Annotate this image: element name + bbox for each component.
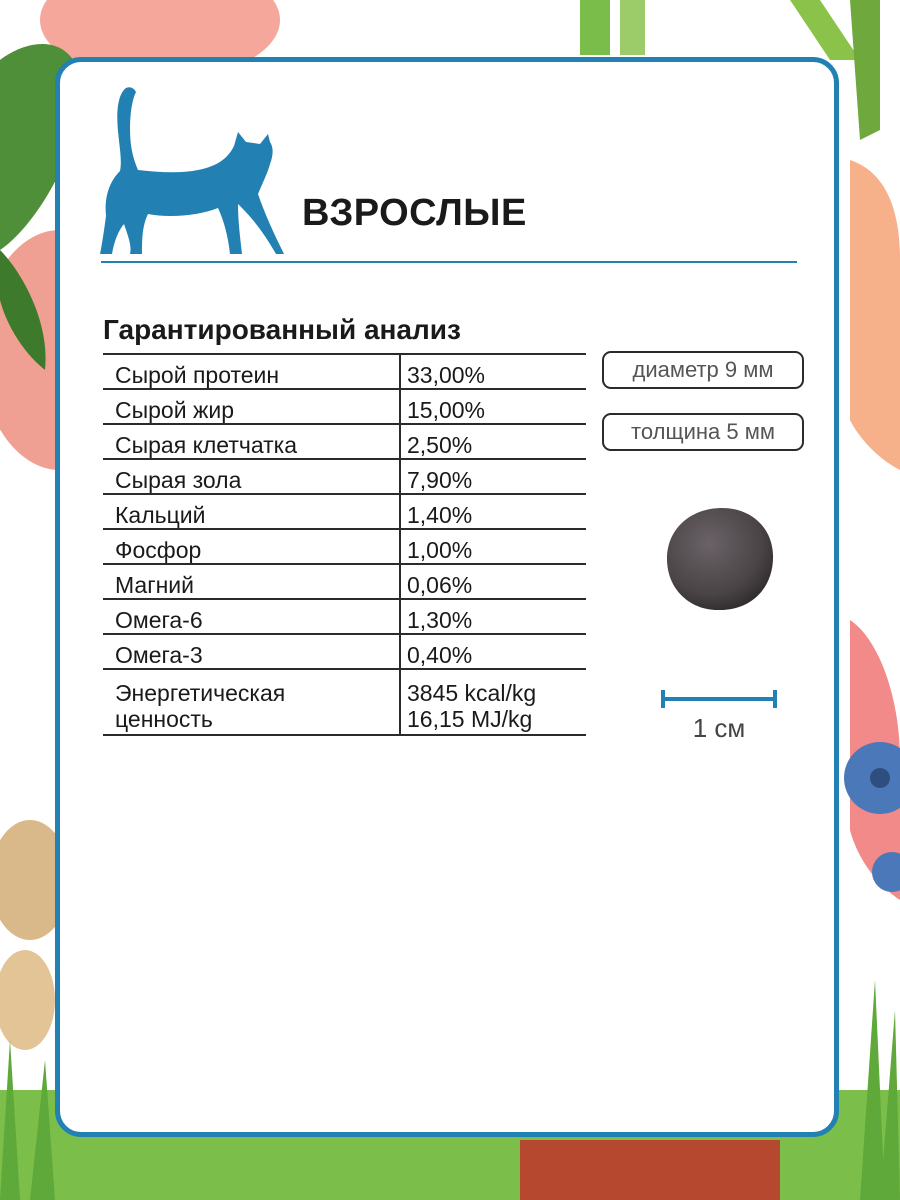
nutrient-value: 15,00%	[400, 389, 586, 424]
nutrient-name: Сырой протеин	[103, 354, 400, 389]
table-row	[103, 354, 586, 389]
table-row	[103, 529, 586, 564]
analysis-table	[103, 353, 586, 736]
nutrient-value: 1,30%	[400, 599, 586, 634]
table-row	[103, 564, 586, 599]
energy-value-mj: 16,15 MJ/kg	[407, 706, 533, 732]
nutrient-value: 0,06%	[400, 564, 586, 599]
header-divider	[101, 261, 797, 263]
energy-value	[400, 669, 586, 735]
table-row	[103, 634, 586, 669]
energy-value-kcal: 3845 kcal/kg	[407, 680, 537, 706]
table-row	[103, 599, 586, 634]
table-row	[103, 389, 586, 424]
thickness-badge: толщина 5 мм	[602, 413, 804, 451]
energy-name-line1: Энергетическая	[115, 680, 286, 706]
nutrient-value: 1,40%	[400, 494, 586, 529]
kibble-image	[664, 505, 776, 613]
table-row	[103, 424, 586, 459]
diameter-badge: диаметр 9 мм	[602, 351, 804, 389]
table-row-energy	[103, 669, 586, 735]
nutrient-name: Сырая клетчатка	[103, 424, 400, 459]
table-row	[103, 494, 586, 529]
table-row	[103, 459, 586, 494]
scale-label: 1 см	[692, 713, 746, 743]
nutrient-name: Омега-3	[103, 634, 400, 669]
nutrient-value: 7,90%	[400, 459, 586, 494]
nutrient-name: Магний	[103, 564, 400, 599]
nutrient-value: 2,50%	[400, 424, 586, 459]
page-title: ВЗРОСЛЫЕ	[302, 192, 527, 234]
nutrient-value: 1,00%	[400, 529, 586, 564]
nutrient-name: Омега-6	[103, 599, 400, 634]
nutrient-name: Фосфор	[103, 529, 400, 564]
nutrient-value: 33,00%	[400, 354, 586, 389]
nutrient-name: Кальций	[103, 494, 400, 529]
nutrient-name: Сырой жир	[103, 389, 400, 424]
nutrient-value: 0,40%	[400, 634, 586, 669]
energy-name-line2: ценность	[115, 706, 213, 732]
cat-silhouette-icon	[98, 86, 284, 258]
energy-name	[103, 669, 400, 735]
nutrient-name: Сырая зола	[103, 459, 400, 494]
analysis-title: Гарантированный анализ	[103, 314, 461, 345]
scale-bar	[659, 688, 779, 710]
